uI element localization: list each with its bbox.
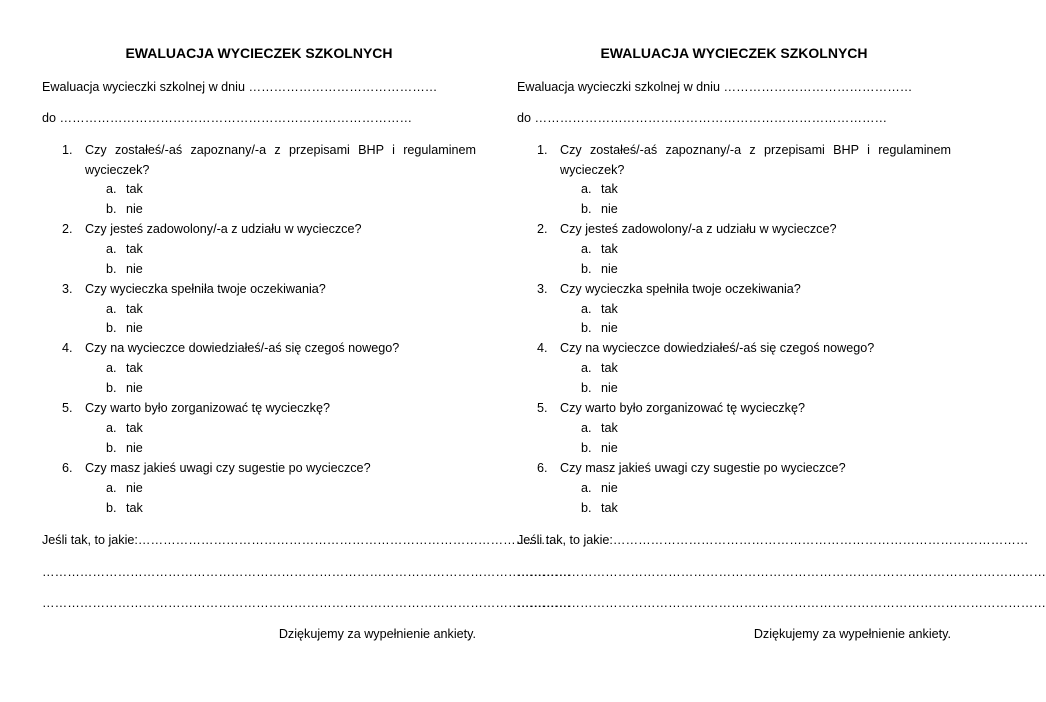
option-label: nie [601, 441, 618, 455]
comment-dots: ……………………………………………………………………………………………………………… [42, 565, 571, 579]
option-letter: b. [106, 501, 117, 515]
option-letter: a. [581, 421, 592, 435]
question-text: Czy jesteś zadowolony/-a z udziału w wycieczce? [560, 222, 837, 236]
option-label: nie [601, 381, 618, 395]
question-text: Czy warto było zorganizować tę wycieczkę? [85, 401, 330, 415]
option-label: tak [126, 421, 143, 435]
option-label: tak [601, 242, 618, 256]
option-letter: a. [106, 242, 117, 256]
comment-dots: ……………………………………………………………………………………………………………… [42, 596, 571, 610]
option-label: tak [126, 182, 143, 196]
option-letter: a. [106, 302, 117, 316]
comment-line-1[interactable] [517, 530, 1029, 550]
question-3-option-b[interactable] [106, 318, 143, 338]
question-text: Czy zostałeś/-aś zapoznany/-a z przepisami BHP i regulaminem wycieczek? [85, 143, 476, 177]
question-2 [537, 219, 951, 239]
date-line[interactable] [517, 77, 913, 97]
option-letter: a. [581, 242, 592, 256]
question-5 [62, 398, 476, 418]
question-number: 5. [537, 401, 548, 415]
question-3-option-b[interactable] [581, 318, 618, 338]
option-letter: b. [106, 202, 117, 216]
form-title: EWALUACJA WYCIECZEK SZKOLNYCH [600, 45, 868, 61]
question-2-option-b[interactable] [106, 259, 143, 279]
question-6-option-b[interactable] [581, 498, 618, 518]
question-3 [537, 279, 951, 299]
option-label: nie [601, 321, 618, 335]
question-1-option-b[interactable] [106, 199, 143, 219]
option-label: tak [126, 501, 143, 515]
option-letter: a. [581, 361, 592, 375]
to-line-text: do ………………………………………………………………………… [517, 111, 888, 125]
question-6 [537, 458, 951, 478]
option-label: tak [126, 242, 143, 256]
comment-label: Jeśli tak, to jakie:……………………………………………………………………………………… [42, 533, 554, 547]
question-4 [62, 338, 476, 358]
question-6-option-a[interactable] [581, 478, 618, 498]
question-text: Czy wycieczka spełniła twoje oczekiwania? [85, 282, 326, 296]
comment-dots: ……………………………………………………………………………………………………………… [517, 565, 1046, 579]
option-letter: b. [106, 381, 117, 395]
option-label: nie [126, 262, 143, 276]
question-text: Czy zostałeś/-aś zapoznany/-a z przepisami BHP i regulaminem wycieczek? [560, 143, 951, 177]
option-letter: b. [581, 501, 592, 515]
option-label: tak [601, 501, 618, 515]
date-line[interactable] [42, 77, 438, 97]
question-1 [62, 140, 476, 180]
question-2 [62, 219, 476, 239]
question-5 [537, 398, 951, 418]
option-letter: b. [581, 321, 592, 335]
question-4 [537, 338, 951, 358]
option-label: nie [126, 481, 143, 495]
question-number: 2. [537, 222, 548, 236]
question-1-option-a[interactable] [581, 179, 618, 199]
question-5-option-a[interactable] [106, 418, 143, 438]
question-number: 3. [537, 282, 548, 296]
question-number: 6. [62, 461, 73, 475]
option-label: nie [601, 262, 618, 276]
option-label: nie [126, 321, 143, 335]
option-letter: a. [581, 302, 592, 316]
option-letter: b. [581, 381, 592, 395]
comment-line-2[interactable] [42, 562, 571, 582]
question-text: Czy wycieczka spełniła twoje oczekiwania? [560, 282, 801, 296]
question-number: 3. [62, 282, 73, 296]
thanks-note: Dziękujemy za wypełnienie ankiety. [753, 627, 951, 641]
option-label: nie [126, 441, 143, 455]
question-5-option-b[interactable] [106, 438, 143, 458]
option-label: tak [601, 182, 618, 196]
date-line-text: Ewaluacja wycieczki szkolnej w dniu ……………………………………… [517, 80, 913, 94]
comment-dots: ……………………………………………………………………………………………………………… [517, 596, 1046, 610]
option-label: tak [601, 421, 618, 435]
option-letter: b. [581, 262, 592, 276]
question-number: 2. [62, 222, 73, 236]
question-2-option-b[interactable] [581, 259, 618, 279]
comment-line-1[interactable] [42, 530, 554, 550]
option-label: tak [126, 302, 143, 316]
question-text: Czy jesteś zadowolony/-a z udziału w wycieczce? [85, 222, 362, 236]
question-1-option-b[interactable] [581, 199, 618, 219]
option-letter: a. [106, 361, 117, 375]
option-letter: a. [106, 481, 117, 495]
question-4-option-b[interactable] [106, 378, 143, 398]
question-2-option-a[interactable] [106, 239, 143, 259]
option-label: tak [601, 302, 618, 316]
question-2-option-a[interactable] [581, 239, 618, 259]
option-label: nie [601, 202, 618, 216]
option-letter: b. [106, 321, 117, 335]
form-title: EWALUACJA WYCIECZEK SZKOLNYCH [125, 45, 393, 61]
question-number: 4. [62, 341, 73, 355]
option-label: nie [601, 481, 618, 495]
question-number: 1. [537, 143, 548, 157]
question-text: Czy na wycieczce dowiedziałeś/-aś się czegoś nowego? [560, 341, 875, 355]
comment-label: Jeśli tak, to jakie:……………………………………………………………………………………… [517, 533, 1029, 547]
option-label: tak [126, 361, 143, 375]
question-4-option-a[interactable] [106, 358, 143, 378]
question-text: Czy na wycieczce dowiedziałeś/-aś się czegoś nowego? [85, 341, 400, 355]
comment-line-3[interactable] [42, 593, 571, 613]
question-3-option-a[interactable] [581, 299, 618, 319]
option-letter: a. [581, 182, 592, 196]
question-1-option-a[interactable] [106, 179, 143, 199]
question-3-option-a[interactable] [106, 299, 143, 319]
question-3 [62, 279, 476, 299]
question-5-option-b[interactable] [581, 438, 618, 458]
question-4-option-a[interactable] [581, 358, 618, 378]
to-line-text: do ………………………………………………………………………… [42, 111, 413, 125]
question-text: Czy warto było zorganizować tę wycieczkę? [560, 401, 805, 415]
option-letter: b. [581, 202, 592, 216]
to-line[interactable] [42, 108, 413, 128]
question-number: 4. [537, 341, 548, 355]
option-label: nie [126, 202, 143, 216]
option-label: tak [601, 361, 618, 375]
to-line[interactable] [517, 108, 888, 128]
question-text: Czy masz jakieś uwagi czy sugestie po wycieczce? [560, 461, 846, 475]
question-6 [62, 458, 476, 478]
question-6-option-b[interactable] [106, 498, 143, 518]
option-letter: a. [106, 421, 117, 435]
question-text: Czy masz jakieś uwagi czy sugestie po wycieczce? [85, 461, 371, 475]
comment-line-2[interactable] [517, 562, 1046, 582]
question-4-option-b[interactable] [581, 378, 618, 398]
option-letter: a. [581, 481, 592, 495]
question-6-option-a[interactable] [106, 478, 143, 498]
option-letter: b. [106, 441, 117, 455]
question-number: 1. [62, 143, 73, 157]
date-line-text: Ewaluacja wycieczki szkolnej w dniu ……………………………………… [42, 80, 438, 94]
comment-line-3[interactable] [517, 593, 1046, 613]
question-number: 5. [62, 401, 73, 415]
option-label: nie [126, 381, 143, 395]
question-number: 6. [537, 461, 548, 475]
option-letter: a. [106, 182, 117, 196]
question-5-option-a[interactable] [581, 418, 618, 438]
option-letter: b. [581, 441, 592, 455]
option-letter: b. [106, 262, 117, 276]
thanks-note: Dziękujemy za wypełnienie ankiety. [278, 627, 476, 641]
question-1 [537, 140, 951, 180]
